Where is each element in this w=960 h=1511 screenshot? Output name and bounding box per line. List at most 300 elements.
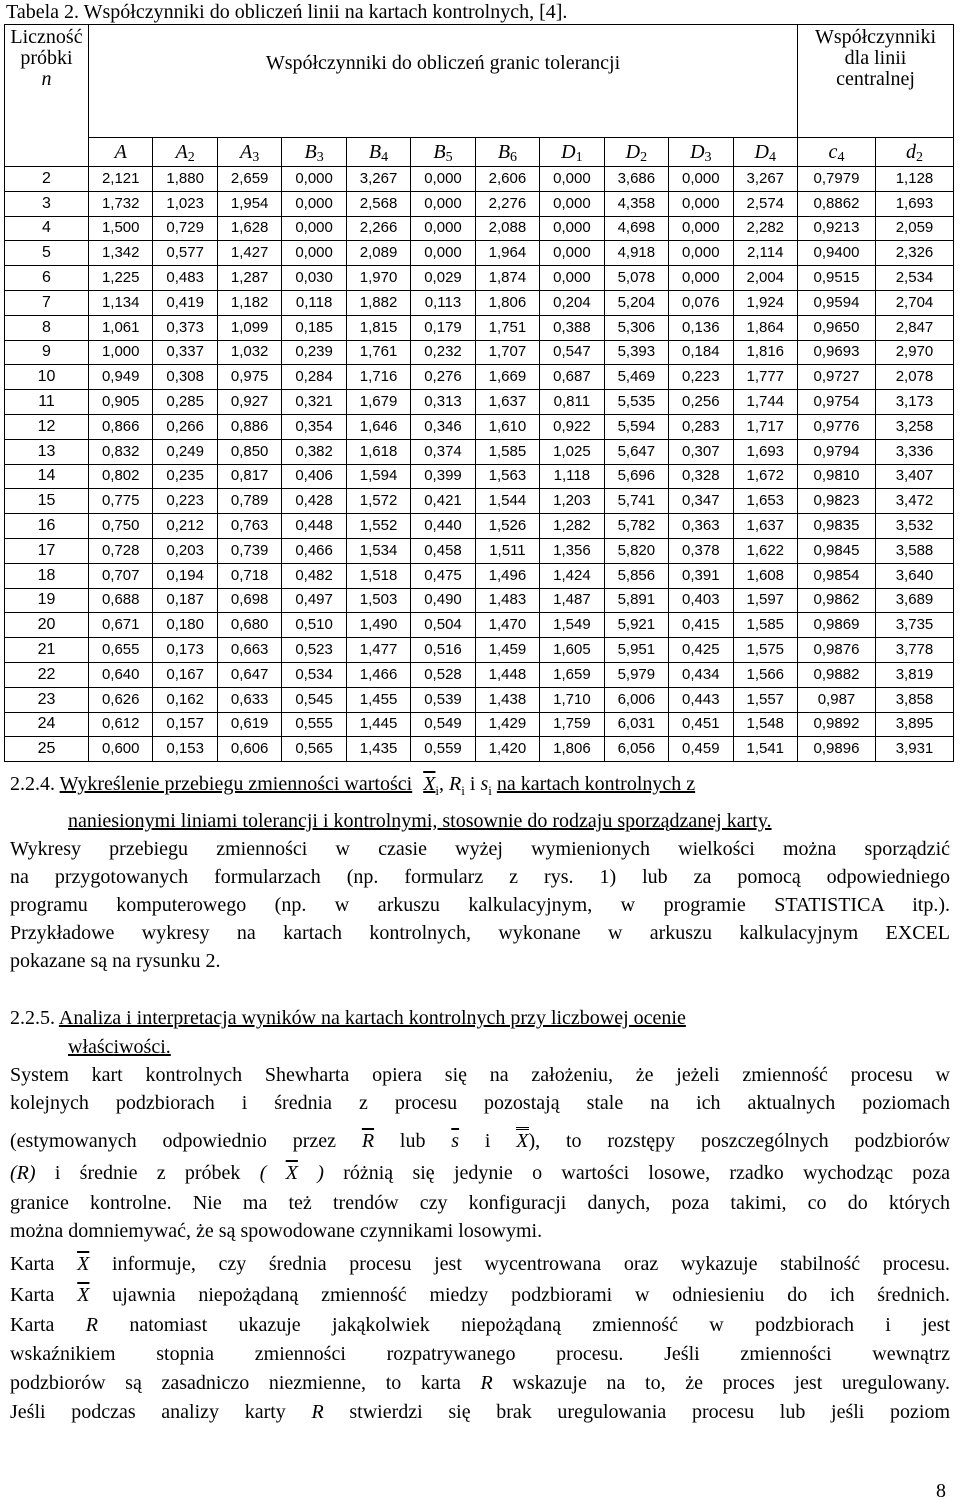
coefficient-cell: 0,232: [411, 340, 475, 365]
coefficient-cell: 0,619: [217, 712, 281, 737]
coefficient-cell: 1,707: [475, 340, 539, 365]
coefficient-cell: 0,9892: [798, 712, 876, 737]
coefficient-cell: 1,585: [475, 439, 539, 464]
coefficient-cell: 5,979: [604, 662, 668, 687]
sec225-line1: System kart kontrolnych Shewharta opiera się na założeniu, że jeżeli zmienność procesu w: [10, 1064, 950, 1086]
table-row: [5, 662, 954, 687]
sec225-line3-b: lub: [399, 1130, 426, 1152]
header-licznosc: Liczność: [10, 26, 83, 48]
coefficient-cell: 0,000: [282, 191, 346, 216]
coefficient-cell: 3,588: [876, 538, 954, 563]
coefficient-cell: 0,9869: [798, 613, 876, 638]
coefficient-cell: 5,393: [604, 340, 668, 365]
coefficient-cell: 2,114: [733, 241, 797, 266]
coefficient-cell: 0,000: [669, 191, 733, 216]
sample-size-cell: 3: [5, 191, 89, 216]
coefficient-cell: 1,134: [89, 290, 153, 315]
coefficient-cell: 0,000: [540, 241, 604, 266]
coefficient-cell: 0,223: [669, 365, 733, 390]
coefficient-cell: 1,182: [217, 290, 281, 315]
table-row: [5, 638, 954, 663]
coefficient-cell: 0,000: [669, 167, 733, 192]
coefficient-cell: 0,173: [153, 638, 217, 663]
table-caption: Tabela 2. Współczynniki do obliczeń linii na kartach kontrolnych, [4].: [6, 1, 568, 23]
header-central-3: centralnej: [836, 68, 915, 90]
coefficient-cell: 5,647: [604, 439, 668, 464]
coefficient-cell: 0,687: [540, 365, 604, 390]
sec224-p1-line1: Wykresy przebiegu zmienności w czasie wyżej wymienionych wielkości można sporządzić: [10, 838, 950, 860]
coefficient-cell: 0,9835: [798, 514, 876, 539]
coefficient-cell: 0,739: [217, 538, 281, 563]
coefficient-cell: 0,239: [282, 340, 346, 365]
coefficient-cell: 1,487: [540, 588, 604, 613]
coefficient-cell: 1,815: [346, 315, 410, 340]
table-row: [5, 241, 954, 266]
sec225-title-line1: [10, 1005, 950, 1031]
coefficient-cell: 0,458: [411, 538, 475, 563]
coefficient-cell: 3,858: [876, 687, 954, 712]
symbol-header: $B_6$: [475, 138, 539, 167]
coefficient-cell: 0,483: [153, 266, 217, 291]
symbol-header: $B_4$: [346, 138, 410, 167]
sample-size-cell: 12: [5, 414, 89, 439]
coefficient-cell: 0,606: [217, 737, 281, 762]
coefficient-cell: 0,425: [669, 638, 733, 663]
coefficient-cell: 1,424: [540, 563, 604, 588]
table-row: [5, 340, 954, 365]
coefficient-cell: 3,931: [876, 737, 954, 762]
sample-size-cell: 24: [5, 712, 89, 737]
coefficient-cell: 0,490: [411, 588, 475, 613]
coefficient-cell: 1,693: [876, 191, 954, 216]
coefficient-cell: 0,030: [282, 266, 346, 291]
coefficient-cell: 1,470: [475, 613, 539, 638]
coefficient-cell: 0,185: [282, 315, 346, 340]
coefficient-cell: 1,225: [89, 266, 153, 291]
coefficient-cell: 0,000: [411, 191, 475, 216]
table-row: [5, 464, 954, 489]
coefficient-cell: 2,276: [475, 191, 539, 216]
coefficient-cell: 1,679: [346, 390, 410, 415]
coefficient-cell: 0,775: [89, 489, 153, 514]
coefficient-cell: 1,511: [475, 538, 539, 563]
coefficient-cell: 0,663: [217, 638, 281, 663]
coefficient-cell: 0,9845: [798, 538, 876, 563]
coefficient-cell: 0,157: [153, 712, 217, 737]
coefficient-cell: 5,951: [604, 638, 668, 663]
coefficient-cell: 3,267: [346, 167, 410, 192]
coefficient-cell: 1,466: [346, 662, 410, 687]
coefficient-cell: 0,671: [89, 613, 153, 638]
coefficient-cell: 3,173: [876, 390, 954, 415]
coefficient-cell: 1,420: [475, 737, 539, 762]
coefficient-cell: 5,469: [604, 365, 668, 390]
coefficient-cell: 1,548: [733, 712, 797, 737]
coefficient-cell: 2,659: [217, 167, 281, 192]
sec225-line3-c: i: [484, 1130, 491, 1152]
sec224-p1-line5: pokazane są na rysunku 2.: [10, 950, 221, 972]
coefficient-cell: 1,287: [217, 266, 281, 291]
coefficient-cell: 1,534: [346, 538, 410, 563]
sec225-line8-a: Karta: [10, 1284, 55, 1306]
sec225-line9-a: Karta: [10, 1314, 55, 1336]
table-row: [5, 266, 954, 291]
coefficient-cell: 1,605: [540, 638, 604, 663]
coefficient-cell: 2,266: [346, 216, 410, 241]
coefficient-cell: 1,438: [475, 687, 539, 712]
coefficient-cell: 3,735: [876, 613, 954, 638]
coefficient-cell: 0,136: [669, 315, 733, 340]
coefficient-cell: 1,759: [540, 712, 604, 737]
coefficient-cell: 1,032: [217, 340, 281, 365]
coefficient-cell: 1,575: [733, 638, 797, 663]
coefficient-cell: 4,698: [604, 216, 668, 241]
coefficient-cell: 0,655: [89, 638, 153, 663]
sec225-line9-r: R: [85, 1314, 98, 1336]
header-n: n: [41, 68, 52, 90]
coefficient-cell: 0,559: [411, 737, 475, 762]
coefficient-cell: 1,628: [217, 216, 281, 241]
sample-size-cell: 16: [5, 514, 89, 539]
coefficient-cell: 0,9776: [798, 414, 876, 439]
coefficient-cell: 0,534: [282, 662, 346, 687]
sample-size-cell: 22: [5, 662, 89, 687]
coefficient-cell: 0,565: [282, 737, 346, 762]
coefficient-cell: 4,918: [604, 241, 668, 266]
coefficient-cell: 1,594: [346, 464, 410, 489]
coefficient-cell: 0,179: [411, 315, 475, 340]
coefficient-cell: 1,964: [475, 241, 539, 266]
symbol-header: $A_2$: [153, 138, 217, 167]
coefficient-cell: 5,594: [604, 414, 668, 439]
sec225-line6: można domniemywać, że są spowodowane czynnikami losowymi.: [10, 1220, 543, 1242]
coefficient-cell: 0,729: [153, 216, 217, 241]
sec225-title-line2: właściwości.: [68, 1036, 171, 1058]
coefficient-cell: 0,434: [669, 662, 733, 687]
coefficient-cell: 0,235: [153, 464, 217, 489]
coefficient-cell: 3,895: [876, 712, 954, 737]
sec225-line7: [10, 1251, 950, 1277]
coefficient-cell: 0,406: [282, 464, 346, 489]
coefficient-cell: 0,283: [669, 414, 733, 439]
coefficient-cell: 1,880: [153, 167, 217, 192]
coefficient-cell: 1,882: [346, 290, 410, 315]
symbol-header: $B_3$: [282, 138, 346, 167]
coefficient-cell: 0,212: [153, 514, 217, 539]
coefficient-cell: 3,336: [876, 439, 954, 464]
header-central: [798, 25, 954, 138]
coefficient-cell: 0,308: [153, 365, 217, 390]
table-row: [5, 563, 954, 588]
coefficient-cell: 4,358: [604, 191, 668, 216]
coefficient-cell: 2,059: [876, 216, 954, 241]
coefficient-cell: 1,557: [733, 687, 797, 712]
header-sample-size: [5, 25, 89, 167]
coefficient-cell: 3,407: [876, 464, 954, 489]
coefficient-cell: 0,153: [153, 737, 217, 762]
coefficient-cell: 1,342: [89, 241, 153, 266]
table-row: [5, 489, 954, 514]
sec225-line5: granice kontrolne. Nie ma też trendów czy konfiguracji danych, poza takimi, co do których: [10, 1192, 950, 1214]
sec225-line11-a: podzbiorów są zasadniczo niezmienne, to karta: [10, 1372, 461, 1394]
table-row: [5, 315, 954, 340]
coefficient-cell: 0,223: [153, 489, 217, 514]
coefficient-cell: 2,568: [346, 191, 410, 216]
coefficient-cell: 0,640: [89, 662, 153, 687]
coefficient-cell: 5,535: [604, 390, 668, 415]
coefficient-cell: 1,445: [346, 712, 410, 737]
sec224-p1-line2: na przygotowanych formularzach (np. formularz z rys. 1) lub za pomocą odpowiedniego: [10, 866, 950, 888]
sec225-line3-xdoublebar: X: [516, 1127, 528, 1152]
coefficient-cell: 0,347: [669, 489, 733, 514]
sample-size-cell: 11: [5, 390, 89, 415]
coefficient-cell: 0,180: [153, 613, 217, 638]
coefficient-cell: 1,716: [346, 365, 410, 390]
coefficient-cell: 0,382: [282, 439, 346, 464]
coefficient-cell: 1,459: [475, 638, 539, 663]
coefficient-cell: 2,606: [475, 167, 539, 192]
sec225-line4-e: różnią się jedynie o wartości losowe, rzadko wychodząc poza: [343, 1162, 951, 1184]
sec224-s-symbol: $s_i$: [480, 773, 492, 798]
coefficient-cell: 0,000: [540, 167, 604, 192]
coefficient-cell: 0,523: [282, 638, 346, 663]
coefficient-cell: 0,000: [282, 167, 346, 192]
coefficient-cell: 0,832: [89, 439, 153, 464]
coefficient-cell: 1,659: [540, 662, 604, 687]
coefficient-cell: 0,451: [669, 712, 733, 737]
coefficient-cell: 1,669: [475, 365, 539, 390]
coefficient-cell: 0,204: [540, 290, 604, 315]
coefficient-cell: 1,496: [475, 563, 539, 588]
table-row: [5, 588, 954, 613]
coefficient-cell: 0,539: [411, 687, 475, 712]
coefficient-cell: 0,276: [411, 365, 475, 390]
sec225-line8-b: ujawnia niepożądaną zmienność miedzy podzbiorami w odniesieniu do ich średnich.: [112, 1284, 951, 1306]
sec224-title-line2: naniesionymi liniami tolerancji i kontrolnymi, stosownie do rodzaju sporządzanej karty.: [68, 810, 772, 832]
table-row: [5, 613, 954, 638]
coefficient-cell: 0,459: [669, 737, 733, 762]
symbol-header: $D_4$: [733, 138, 797, 167]
coefficient-cell: 1,693: [733, 439, 797, 464]
coefficient-cell: 0,9882: [798, 662, 876, 687]
coefficient-cell: 3,686: [604, 167, 668, 192]
coefficient-cell: 0,363: [669, 514, 733, 539]
coefficient-cell: 0,504: [411, 613, 475, 638]
sample-size-cell: 23: [5, 687, 89, 712]
coefficient-cell: 0,9823: [798, 489, 876, 514]
coefficient-cell: 0,194: [153, 563, 217, 588]
coefficient-cell: 0,415: [669, 613, 733, 638]
coefficient-cell: 1,541: [733, 737, 797, 762]
table-row: [5, 737, 954, 762]
sec224-comma: ,: [439, 773, 445, 795]
coefficient-cell: 0,510: [282, 613, 346, 638]
coefficient-cell: 1,864: [733, 315, 797, 340]
coefficient-cell: 0,000: [669, 266, 733, 291]
coefficient-cell: 1,544: [475, 489, 539, 514]
coefficient-cell: 1,970: [346, 266, 410, 291]
coefficient-cell: 1,549: [540, 613, 604, 638]
coefficient-cell: 0,698: [217, 588, 281, 613]
coefficient-cell: 0,421: [411, 489, 475, 514]
coefficient-cell: 0,000: [540, 266, 604, 291]
coefficient-cell: 0,448: [282, 514, 346, 539]
coefficient-cell: 1,874: [475, 266, 539, 291]
sample-size-cell: 8: [5, 315, 89, 340]
coefficient-cell: 3,819: [876, 662, 954, 687]
coefficient-cell: 0,9810: [798, 464, 876, 489]
coefficient-cell: 0,000: [411, 167, 475, 192]
coefficient-cell: 0,403: [669, 588, 733, 613]
coefficient-cell: 1,563: [475, 464, 539, 489]
coefficient-cell: 3,689: [876, 588, 954, 613]
sec225-line9: [10, 1312, 950, 1338]
coefficient-cell: 0,374: [411, 439, 475, 464]
coefficient-cell: 1,646: [346, 414, 410, 439]
sec224-r-symbol: $R_i$: [449, 773, 465, 798]
coefficient-cell: 0,000: [282, 241, 346, 266]
coefficient-cell: 0,600: [89, 737, 153, 762]
sec225-line9-b: natomiast ukazuje jakąkolwiek niepożądaną zmienność w podzbiorach i jest: [129, 1314, 950, 1336]
symbol-header: $D_3$: [669, 138, 733, 167]
coefficient-cell: 1,552: [346, 514, 410, 539]
symbol-header: $d_2$: [876, 138, 954, 167]
coefficient-cell: 0,321: [282, 390, 346, 415]
sec224-title-line1: [10, 771, 950, 804]
coefficient-cell: 0,399: [411, 464, 475, 489]
coefficient-cell: 0,328: [669, 464, 733, 489]
sec225-line4-a: (R): [10, 1162, 36, 1184]
coefficient-cell: 0,475: [411, 563, 475, 588]
coefficient-cell: 1,585: [733, 613, 797, 638]
table-row: [5, 514, 954, 539]
coefficient-cell: 0,728: [89, 538, 153, 563]
table-row: [5, 439, 954, 464]
coefficient-cell: 3,778: [876, 638, 954, 663]
symbol-header: $c_4$: [798, 138, 876, 167]
coefficient-cell: 0,466: [282, 538, 346, 563]
sample-size-cell: 13: [5, 439, 89, 464]
coefficient-cell: 0,9213: [798, 216, 876, 241]
table-row: [5, 687, 954, 712]
coefficient-cell: 0,8862: [798, 191, 876, 216]
coefficient-cell: 0,9693: [798, 340, 876, 365]
sample-size-cell: 17: [5, 538, 89, 563]
coefficient-cell: 1,806: [475, 290, 539, 315]
sec224-number: 2.2.4.: [10, 773, 55, 795]
coefficient-cell: 1,816: [733, 340, 797, 365]
sec224-and: i: [469, 773, 476, 795]
coefficient-cell: 0,249: [153, 439, 217, 464]
coefficient-cell: 0,555: [282, 712, 346, 737]
coefficient-cell: 0,922: [540, 414, 604, 439]
coefficient-cell: 1,710: [540, 687, 604, 712]
coefficient-cell: 1,618: [346, 439, 410, 464]
symbol-header: $B_5$: [411, 138, 475, 167]
coefficient-cell: 2,326: [876, 241, 954, 266]
coefficient-cell: 0,9650: [798, 315, 876, 340]
coefficient-cell: 0,949: [89, 365, 153, 390]
coefficient-cell: 0,373: [153, 315, 217, 340]
coefficient-cell: 0,516: [411, 638, 475, 663]
coefficient-cell: 3,472: [876, 489, 954, 514]
coefficient-cell: 1,448: [475, 662, 539, 687]
coefficient-cell: 5,856: [604, 563, 668, 588]
symbols-row: [5, 138, 954, 167]
coefficient-cell: 0,9876: [798, 638, 876, 663]
coefficient-cell: 1,622: [733, 538, 797, 563]
coefficient-cell: 0,167: [153, 662, 217, 687]
sample-size-cell: 10: [5, 365, 89, 390]
coefficient-cell: 5,782: [604, 514, 668, 539]
coefficient-cell: 1,751: [475, 315, 539, 340]
coefficient-cell: 0,391: [669, 563, 733, 588]
sec225-line7-a: Karta: [10, 1253, 55, 1275]
table-row: [5, 390, 954, 415]
sec225-line3: [10, 1128, 950, 1154]
coefficient-cell: 0,313: [411, 390, 475, 415]
coefficient-cell: 1,282: [540, 514, 604, 539]
coefficient-cell: 0,866: [89, 414, 153, 439]
coefficients-table: [4, 24, 954, 762]
coefficient-cell: 1,572: [346, 489, 410, 514]
coefficient-cell: 0,9754: [798, 390, 876, 415]
sec225-line12-b: stwierdzi się brak uregulowania procesu lub jeśli poziom: [349, 1401, 951, 1423]
sec225-line11-b: wskazuje na to, że proces jest uregulowany.: [512, 1372, 951, 1394]
coefficient-cell: 1,490: [346, 613, 410, 638]
coefficient-cell: 0,113: [411, 290, 475, 315]
coefficient-cell: 5,696: [604, 464, 668, 489]
coefficient-cell: 0,000: [411, 241, 475, 266]
coefficient-cell: 0,647: [217, 662, 281, 687]
coefficient-cell: 0,443: [669, 687, 733, 712]
sec225-line10: wskaźnikiem stopnia zmienności rozpatrywanego procesu. Jeśli zmienności wewnątrz: [10, 1343, 950, 1365]
coefficient-cell: 1,806: [540, 737, 604, 762]
sample-size-cell: 6: [5, 266, 89, 291]
sample-size-cell: 25: [5, 737, 89, 762]
coefficient-cell: 1,610: [475, 414, 539, 439]
sec224-title-1: Wykreślenie przebiegu zmienności wartości: [59, 773, 413, 795]
coefficient-cell: 3,532: [876, 514, 954, 539]
coefficient-cell: 0,817: [217, 464, 281, 489]
table-row: [5, 712, 954, 737]
coefficient-cell: 2,282: [733, 216, 797, 241]
coefficient-cell: 0,184: [669, 340, 733, 365]
coefficient-cell: 0,9862: [798, 588, 876, 613]
coefficient-cell: 0,9400: [798, 241, 876, 266]
coefficient-cell: 6,006: [604, 687, 668, 712]
coefficient-cell: 0,612: [89, 712, 153, 737]
coefficient-cell: 1,597: [733, 588, 797, 613]
sec225-line2: kolejnych podzbiorach i średnia z procesu pozostają stale na ich aktualnych poziomach: [10, 1092, 950, 1114]
coefficient-cell: 2,970: [876, 340, 954, 365]
coefficient-cell: 2,078: [876, 365, 954, 390]
coefficient-cell: 6,031: [604, 712, 668, 737]
table-row: [5, 365, 954, 390]
coefficient-cell: 2,704: [876, 290, 954, 315]
coefficient-cell: 0,763: [217, 514, 281, 539]
sec225-line4-c: (: [259, 1162, 267, 1184]
coefficient-cell: 5,921: [604, 613, 668, 638]
sec225-line3-rbar: $\overline{R}$: [361, 1130, 375, 1152]
coefficient-cell: 1,732: [89, 191, 153, 216]
coefficient-cell: 1,435: [346, 737, 410, 762]
sec225-line12-a: Jeśli podczas analizy karty: [10, 1401, 286, 1423]
coefficient-cell: 1,483: [475, 588, 539, 613]
coefficient-cell: 5,078: [604, 266, 668, 291]
coefficient-cell: 1,717: [733, 414, 797, 439]
symbol-header: $A_3$: [217, 138, 281, 167]
